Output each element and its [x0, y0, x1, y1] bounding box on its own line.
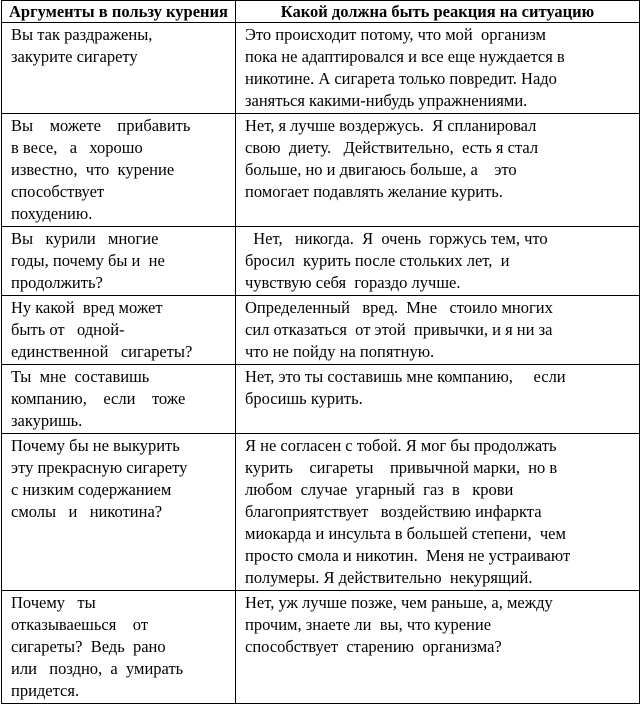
argument-cell-line: закурите сигарету — [11, 47, 138, 66]
header-reaction: Какой должна быть реакция на ситуацию — [236, 1, 640, 23]
reaction-cell-line: Нет, это ты составишь мне компанию, если — [245, 367, 566, 386]
table-row — [2, 434, 640, 591]
argument-cell-line: Ты мне составишь — [11, 367, 150, 386]
argument-cell-line: Вы можете прибавить — [11, 116, 191, 135]
argument-cell-line: эту прекрасную сигарету — [11, 458, 188, 477]
table-row — [2, 591, 640, 704]
reaction-cell-line: миокарда и инсульта в большей степени, чем — [245, 524, 566, 543]
argument-cell — [2, 591, 236, 704]
argument-cell — [2, 365, 236, 434]
argument-cell-line: годы, почему бы и не — [11, 251, 165, 270]
argument-cell-line: единственной сигареты? — [11, 342, 193, 361]
reaction-cell-line: любом случае угарный газ в крови — [245, 480, 514, 499]
reaction-cell-line: бросил курить после стольких лет, и — [245, 251, 510, 270]
argument-cell — [2, 227, 236, 296]
reaction-cell-line: что не пойду на попятную. — [245, 342, 435, 361]
reaction-cell-line: способствует старению организма? — [245, 637, 502, 656]
table-row — [2, 365, 640, 434]
table-row — [2, 114, 640, 227]
reaction-cell — [236, 23, 640, 114]
reaction-cell-line: Нет, я лучше воздержусь. Я спланировал — [245, 116, 537, 135]
table-row — [2, 23, 640, 114]
argument-cell-line: Почему бы не выкурить — [11, 436, 180, 455]
argument-cell-line: в весе, а хорошо — [11, 138, 143, 157]
argument-cell-line: или поздно, а умирать — [11, 659, 184, 678]
table-header-row — [2, 1, 640, 23]
reaction-cell-line: курить сигареты привычной марки, но в — [245, 458, 558, 477]
argument-cell-line: сигареты? Ведь рано — [11, 637, 166, 656]
reaction-cell-line: помогает подавлять желание курить. — [245, 182, 503, 201]
reaction-cell — [236, 227, 640, 296]
table-row — [2, 296, 640, 365]
argument-cell-line: известно, что курение — [11, 160, 175, 179]
reaction-cell-line: бросишь курить. — [245, 389, 363, 408]
argument-cell-line: отказываешься от — [11, 615, 149, 634]
argument-cell-line: продолжить? — [11, 273, 103, 292]
reaction-cell-line: прочим, знаете ли вы, что курение — [245, 615, 492, 634]
reaction-cell — [236, 114, 640, 227]
reaction-cell-line: заняться какими-нибудь упражнениями. — [245, 91, 528, 110]
table-row — [2, 227, 640, 296]
reaction-cell-line: Определенный вред. Мне стоило многих — [245, 298, 553, 317]
argument-cell-line: с низким содержанием — [11, 480, 172, 499]
argument-cell-line: способствует — [11, 182, 105, 201]
reaction-cell-line: сил отказаться от этой привычки, и я ни за — [245, 320, 553, 339]
reaction-cell — [236, 365, 640, 434]
argument-cell-line: придется. — [11, 681, 80, 700]
reaction-cell-line: пока не адаптировался и все еще нуждается в — [245, 47, 565, 66]
reaction-cell-line: никотине. А сигарета только повредит. Надо — [245, 69, 557, 88]
argument-cell-line: быть от одной- — [11, 320, 125, 339]
reaction-cell-line: Я не согласен с тобой. Я мог бы продолжать — [245, 436, 557, 455]
argument-cell-line: Почему ты — [11, 593, 96, 612]
argument-cell-line: Вы так раздражены, — [11, 25, 153, 44]
reaction-cell-line: Это происходит потому, что мой организм — [245, 25, 546, 44]
argument-cell-line: компанию, если тоже — [11, 389, 186, 408]
argument-cell-line: Ну какой вред может — [11, 298, 163, 317]
reaction-cell-line: больше, но и двигаюсь больше, а это — [245, 160, 517, 179]
argument-cell-line: похудению. — [11, 204, 93, 223]
reaction-cell-line: полумеры. Я действительно некурящий. — [245, 568, 533, 587]
reaction-cell-line: просто смола и никотин. Меня не устраивают — [245, 546, 571, 565]
reaction-cell — [236, 434, 640, 591]
reaction-cell-line: Нет, никогда. Я очень горжусь тем, что — [245, 229, 548, 248]
reaction-cell-line: Нет, уж лучше позже, чем раньше, а, между — [245, 593, 553, 612]
reaction-cell-line: чувствую себя гораздо лучше. — [245, 273, 461, 292]
argument-cell — [2, 114, 236, 227]
argument-cell-line: закуришь. — [11, 411, 83, 430]
argument-cell — [2, 296, 236, 365]
reaction-cell — [236, 296, 640, 365]
header-arguments: Аргументы в пользу курения — [2, 1, 236, 23]
argument-cell — [2, 434, 236, 591]
reaction-cell-line: благоприятствует воздействию инфаркта — [245, 502, 542, 521]
arguments-table — [1, 0, 640, 704]
argument-cell — [2, 23, 236, 114]
reaction-cell — [236, 591, 640, 704]
reaction-cell-line: свою диету. Действительно, есть я стал — [245, 138, 539, 157]
argument-cell-line: смолы и никотина? — [11, 502, 163, 521]
argument-cell-line: Вы курили многие — [11, 229, 159, 248]
